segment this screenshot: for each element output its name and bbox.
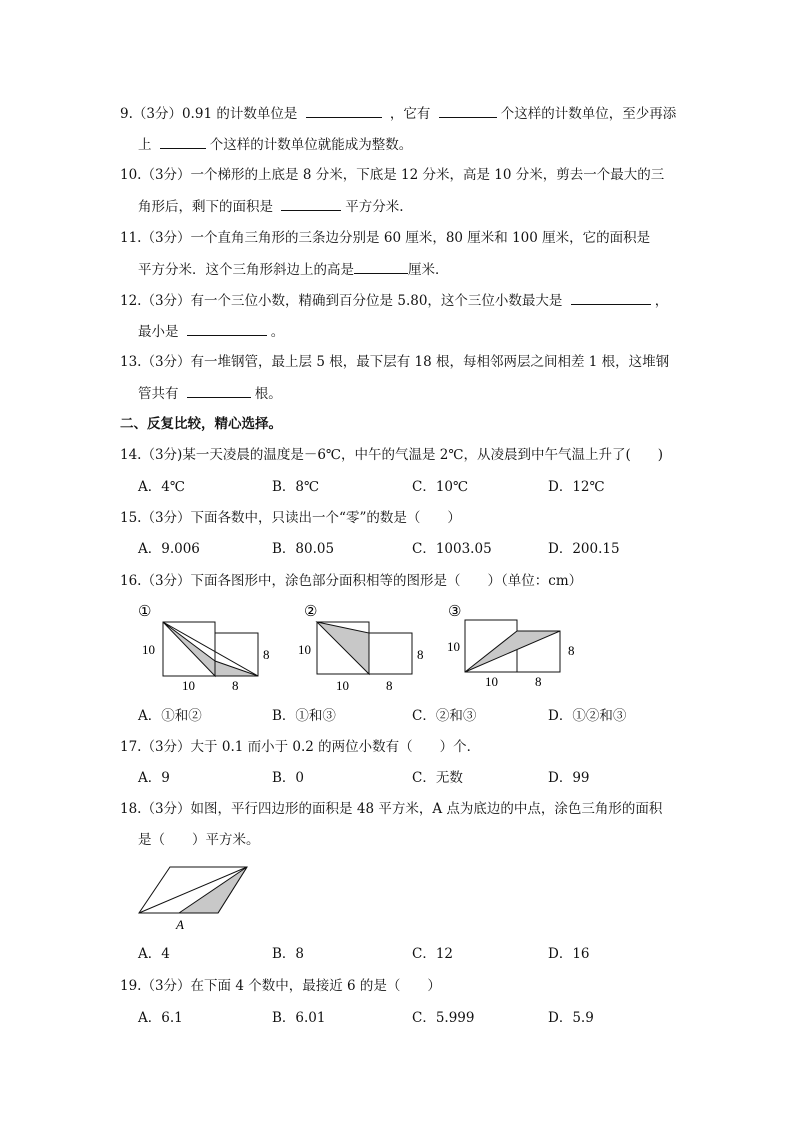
q14-option-a[interactable]: A．4℃ (138, 479, 185, 495)
q11-blank[interactable] (354, 259, 408, 274)
q18-line2: 是（ ）平方米。 (138, 832, 260, 848)
q9-text: ，它有 (389, 106, 431, 122)
q9-line2 (138, 134, 412, 155)
q15-option-b[interactable]: B．80.05 (272, 541, 335, 557)
q19-option-c[interactable]: C．5.999 (412, 1010, 475, 1026)
q19-option-d[interactable]: D．5.9 (548, 1010, 594, 1026)
q11-text: 厘米． (408, 262, 449, 278)
section-heading: 二、反复比较，精心选择。 (120, 416, 282, 432)
q18-option-d[interactable]: D．16 (548, 946, 590, 962)
q16-option-b[interactable]: B．①和③ (272, 708, 336, 724)
q9-text: 9.（3分）0.91 的计数单位是 (120, 106, 298, 122)
q18-line1: 18.（3分）如图，平行四边形的面积是 48 平方米，A 点为底边的中点，涂色三角形的面积 (120, 801, 663, 817)
fig3-dim-bottom-left: 10 (485, 674, 498, 689)
q9-text: 个这样的计数单位，至少再添 (500, 106, 677, 122)
fig3-dim-left: 10 (447, 639, 460, 654)
q15-option-d[interactable]: D．200.15 (548, 541, 620, 557)
fig1-dim-bottom-left: 10 (182, 678, 195, 693)
q14-option-d[interactable]: D．12℃ (548, 479, 605, 495)
q12-text: ， (654, 293, 669, 309)
q9-line1 (120, 103, 676, 124)
fig3-label: ③ (448, 604, 462, 620)
fig3-dim-bottom-right: 8 (535, 674, 542, 689)
q9-blank1[interactable] (306, 103, 382, 118)
q16-stem: 16.（3分）下面各图形中，涂色部分面积相等的图形是（ ）（单位：cm） (120, 573, 583, 589)
q12-blank1[interactable] (571, 290, 651, 305)
fig1-dim-bottom-right: 8 (232, 678, 239, 693)
q9-blank2[interactable] (439, 103, 497, 118)
fig2-dim-bottom-right: 8 (386, 678, 393, 693)
fig3-shaded (465, 631, 560, 672)
q12-text: 12.（3分）有一个三位小数，精确到百分位是 5.80，这个三位小数最大是 (120, 293, 563, 309)
q18-option-a[interactable]: A．4 (138, 946, 170, 962)
q13-blank[interactable] (187, 383, 251, 398)
q16-figures (130, 598, 590, 698)
point-a-label: A (176, 917, 184, 932)
q19-option-b[interactable]: B．6.01 (272, 1010, 326, 1026)
fig2-label: ② (304, 604, 318, 620)
q12-text: 最小是 (138, 324, 179, 340)
q16-option-c[interactable]: C．②和③ (412, 708, 477, 724)
fig1-dim-right: 8 (263, 647, 270, 662)
q10-line2 (138, 196, 404, 217)
q12-blank2[interactable] (187, 321, 267, 336)
q10-line1: 10.（3分）一个梯形的上底是 8 分米，下底是 12 分米，高是 10 分米，剪去一个最大的三 (120, 167, 665, 183)
q12-text: 。 (270, 324, 285, 340)
q17-option-d[interactable]: D．99 (548, 770, 590, 786)
q19-stem: 19.（3分）在下面 4 个数中，最接近 6 的是（ ） (120, 978, 441, 994)
q12-line1 (120, 290, 668, 311)
q10-blank[interactable] (281, 196, 341, 211)
q19-option-a[interactable]: A．6.1 (138, 1010, 183, 1026)
q18-option-c[interactable]: C．12 (412, 946, 454, 962)
q12-line2 (138, 321, 284, 342)
fig2-dim-right: 8 (417, 647, 424, 662)
q10-text: 平方分米. (345, 199, 404, 215)
q13-text: 根。 (254, 386, 282, 402)
q11-line2 (138, 259, 449, 280)
fig1-label: ① (138, 604, 152, 620)
q15-option-a[interactable]: A．9.006 (138, 541, 200, 557)
q14-option-b[interactable]: B．8℃ (272, 479, 320, 495)
q17-option-b[interactable]: B．0 (272, 770, 305, 786)
shaded-triangle (179, 867, 247, 913)
q18-parallelogram-figure (130, 862, 260, 937)
q14-stem: 14.（3分)某一天凌晨的温度是－6℃，中午的气温是 2℃，从凌晨到中午气温上升了( ) (120, 447, 664, 463)
q17-option-a[interactable]: A．9 (138, 770, 170, 786)
q11-line1: 11.（3分）一个直角三角形的三条边分别是 60 厘米，80 厘米和 100 厘米，它的面积是 (120, 230, 651, 246)
fig1-dim-left: 10 (142, 642, 155, 657)
q9-text: 个这样的计数单位就能成为整数。 (209, 137, 413, 153)
q15-option-c[interactable]: C．1003.05 (412, 541, 492, 557)
fig2-dim-left: 10 (298, 642, 311, 657)
fig1-shaded-left (163, 622, 215, 676)
fig2-dim-bottom-left: 10 (336, 678, 349, 693)
fig2-shaded (317, 622, 369, 674)
q14-option-c[interactable]: C．10℃ (412, 479, 469, 495)
q13-line2 (138, 383, 282, 404)
q15-stem: 15.（3分）下面各数中，只读出一个“零”的数是（ ） (120, 510, 461, 526)
q9-text: 上 (138, 137, 152, 153)
fig3-dim-right: 8 (568, 643, 575, 658)
q18-option-b[interactable]: B．8 (272, 946, 305, 962)
q13-text: 管共有 (138, 386, 179, 402)
q13-line1: 13.（3分）有一堆钢管，最上层 5 根，最下层有 18 根，每相邻两层之间相差 1 根，这堆钢 (120, 354, 670, 370)
q17-stem: 17.（3分）大于 0.1 而小于 0.2 的两位小数有（ ）个． (120, 739, 481, 755)
q10-text: 角形后，剩下的面积是 (138, 199, 273, 215)
q16-option-a[interactable]: A．①和② (138, 708, 202, 724)
q17-option-c[interactable]: C．无数 (412, 770, 463, 786)
q9-blank3[interactable] (160, 134, 206, 149)
q16-option-d[interactable]: D．①②和③ (548, 708, 627, 724)
q11-text: 平方分米．这个三角形斜边上的高是 (138, 262, 354, 278)
